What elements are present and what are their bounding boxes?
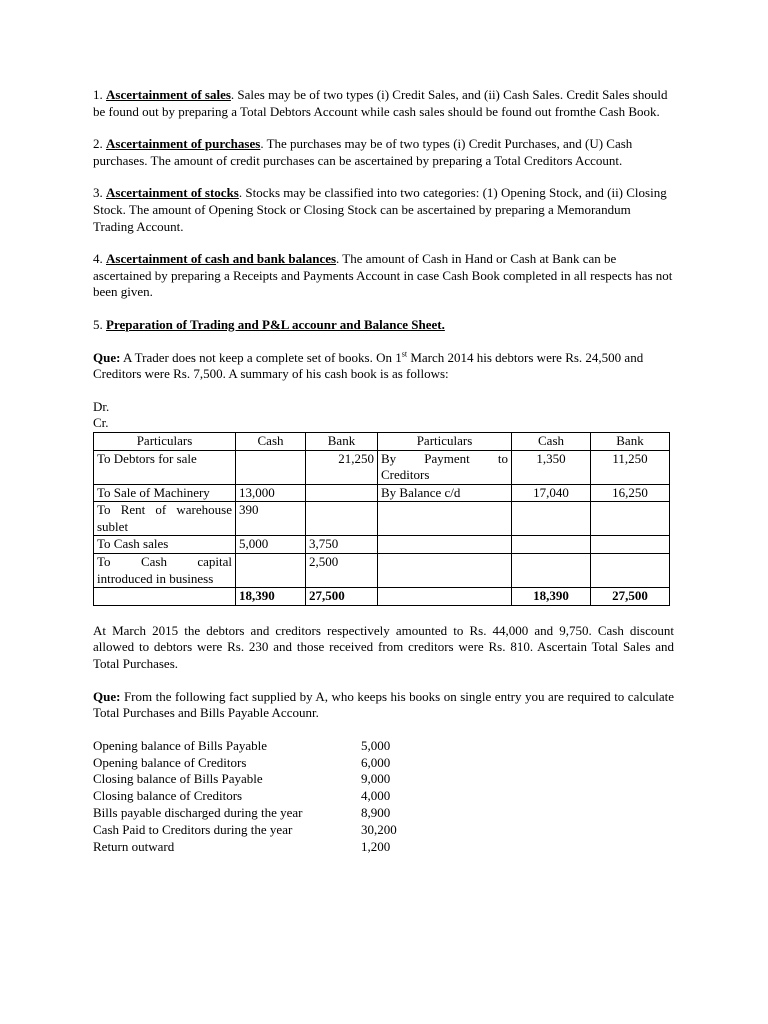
question-label: Que: (93, 349, 121, 365)
list-item-amount: 30,200 (361, 821, 397, 837)
question-1: Que: A Trader does not keep a complete set of books. On 1st March 2014 his debtors were Rs. 24,500 and Creditors were Rs. 7,500. A summary of his cash book is as follows: (93, 349, 644, 382)
header-particulars: Particulars (94, 432, 236, 450)
header-cash: Cash (236, 432, 306, 450)
total-cash: 18,390 (236, 588, 306, 606)
table-cell: To Rent of warehouse sublet (94, 502, 236, 536)
list-item-amount: 5,000 (361, 737, 391, 753)
table-cell (591, 502, 670, 536)
table-cell: 17,040 (512, 484, 591, 502)
table-cell: To Sale of Machinery (94, 484, 236, 502)
paragraph-cash-bank: 4. Ascertainment of cash and bank balances. The amount of Cash in Hand or Cash at Bank can be ascertained by preparing a Receipts and Payments Account in case Cash Book completed in all respects has not been given. (93, 251, 673, 300)
heading-stocks: Ascertainment of stocks (106, 185, 239, 201)
table-cell (378, 502, 512, 536)
paragraph-preparation: 5. Preparation of Trading and P&L accounr and Balance Sheet. (93, 316, 445, 332)
document-page (93, 87, 674, 855)
list-item (93, 755, 397, 772)
table-cell (378, 588, 512, 606)
table-header-row (94, 432, 670, 450)
paragraph-after-table: At March 2015 the debtors and creditors respectively amounted to Rs. 44,000 and 9,750. Cash discount allowed to debtors were Rs. 230 and those received from creditors were Rs. 810. Ascertain Total Sales and Total Purchases. (93, 622, 674, 672)
table-cell: 2,500 (306, 554, 378, 588)
cr-label: Cr. (93, 415, 109, 431)
table-cell (306, 502, 378, 536)
list-item-label: Return outward (93, 838, 175, 854)
table-cell (512, 536, 591, 554)
table-row (94, 502, 670, 536)
header-cash: Cash (512, 432, 591, 450)
totals-row (94, 588, 670, 606)
list-item-label: Opening balance of Creditors (93, 754, 247, 770)
list-item (93, 839, 397, 856)
table-row (94, 554, 670, 588)
list-item-amount: 6,000 (361, 754, 391, 770)
table-cell (94, 588, 236, 606)
list-item (93, 788, 397, 805)
question-2-list (93, 738, 397, 856)
table-cell (378, 554, 512, 588)
table-cell (236, 450, 306, 484)
table-cell: 13,000 (236, 484, 306, 502)
table-row (94, 536, 670, 554)
heading-preparation: Preparation of Trading and P&L accounr and Balance Sheet. (106, 316, 445, 332)
header-particulars: Particulars (378, 432, 512, 450)
total-bank: 27,500 (306, 588, 378, 606)
table-cell: To Cash sales (94, 536, 236, 554)
table-cell (236, 554, 306, 588)
table-cell (306, 484, 378, 502)
cash-book-table (93, 432, 670, 606)
list-item (93, 771, 397, 788)
table-cell: 3,750 (306, 536, 378, 554)
list-item (93, 822, 397, 839)
table-cell (378, 536, 512, 554)
list-item-label: Opening balance of Bills Payable (93, 737, 268, 753)
list-item (93, 805, 397, 822)
heading-purchases: Ascertainment of purchases (106, 136, 261, 152)
table-cell: 11,250 (591, 450, 670, 484)
dr-label: Dr. (93, 398, 110, 414)
list-item-label: Bills payable discharged during the year (93, 805, 303, 820)
heading-cash-bank: Ascertainment of cash and bank balances (106, 251, 337, 267)
table-cell: 16,250 (591, 484, 670, 502)
table-cell (591, 536, 670, 554)
table-cell: 5,000 (236, 536, 306, 554)
list-item-label: Cash Paid to Creditors during the year (93, 821, 293, 837)
table-cell (512, 502, 591, 536)
table-cell: By Payment to Creditors (378, 450, 512, 484)
list-item-label: Closing balance of Creditors (93, 788, 243, 804)
table-cell: 1,350 (512, 450, 591, 484)
question-label: Que: (93, 688, 121, 704)
paragraph-sales: 1. Ascertainment of sales. Sales may be of two types (i) Credit Sales, and (ii) Cash Sales. Credit Sales should be found out by preparing a Total Debtors Account while cash sales should be found out fromthe Cash Book. (93, 87, 668, 119)
total-cash: 18,390 (512, 588, 591, 606)
question-2: Que: From the following fact supplied by A, who keeps his books on single entry you are required to calculate Total Purchases and Bills Payable Accounr. (93, 688, 674, 721)
list-item (93, 738, 397, 755)
table-row (94, 450, 670, 484)
paragraph-purchases: 2. Ascertainment of purchases. The purchases may be of two types (i) Credit Purchases, and (U) Cash purchases. The amount of credit purchases can be ascertained by preparing a Total Creditors Account. (93, 136, 633, 168)
table-cell (512, 554, 591, 588)
heading-sales: Ascertainment of sales (106, 87, 231, 102)
table-cell: To Debtors for sale (94, 450, 236, 484)
paragraph-stocks: 3. Ascertainment of stocks. Stocks may be classified into two categories: (1) Opening Stock, and (ii) Closing Stock. The amount of Opening Stock or Closing Stock can be ascertained by preparing a Memorandum Trading Account. (93, 185, 667, 234)
header-bank: Bank (306, 432, 378, 450)
list-item-label: Closing balance of Bills Payable (93, 771, 263, 787)
list-item-amount: 9,000 (361, 771, 391, 787)
table-cell: To Cash capital introduced in business (94, 554, 236, 588)
total-bank: 27,500 (591, 588, 670, 606)
list-item-amount: 8,900 (361, 805, 391, 820)
table-row (94, 484, 670, 502)
table-cell: By Balance c/d (378, 484, 512, 502)
table-cell: 21,250 (306, 450, 378, 484)
table-cell (591, 554, 670, 588)
header-bank: Bank (591, 432, 670, 450)
table-cell: 390 (236, 502, 306, 536)
list-item-amount: 1,200 (361, 838, 391, 854)
list-item-amount: 4,000 (361, 788, 391, 804)
